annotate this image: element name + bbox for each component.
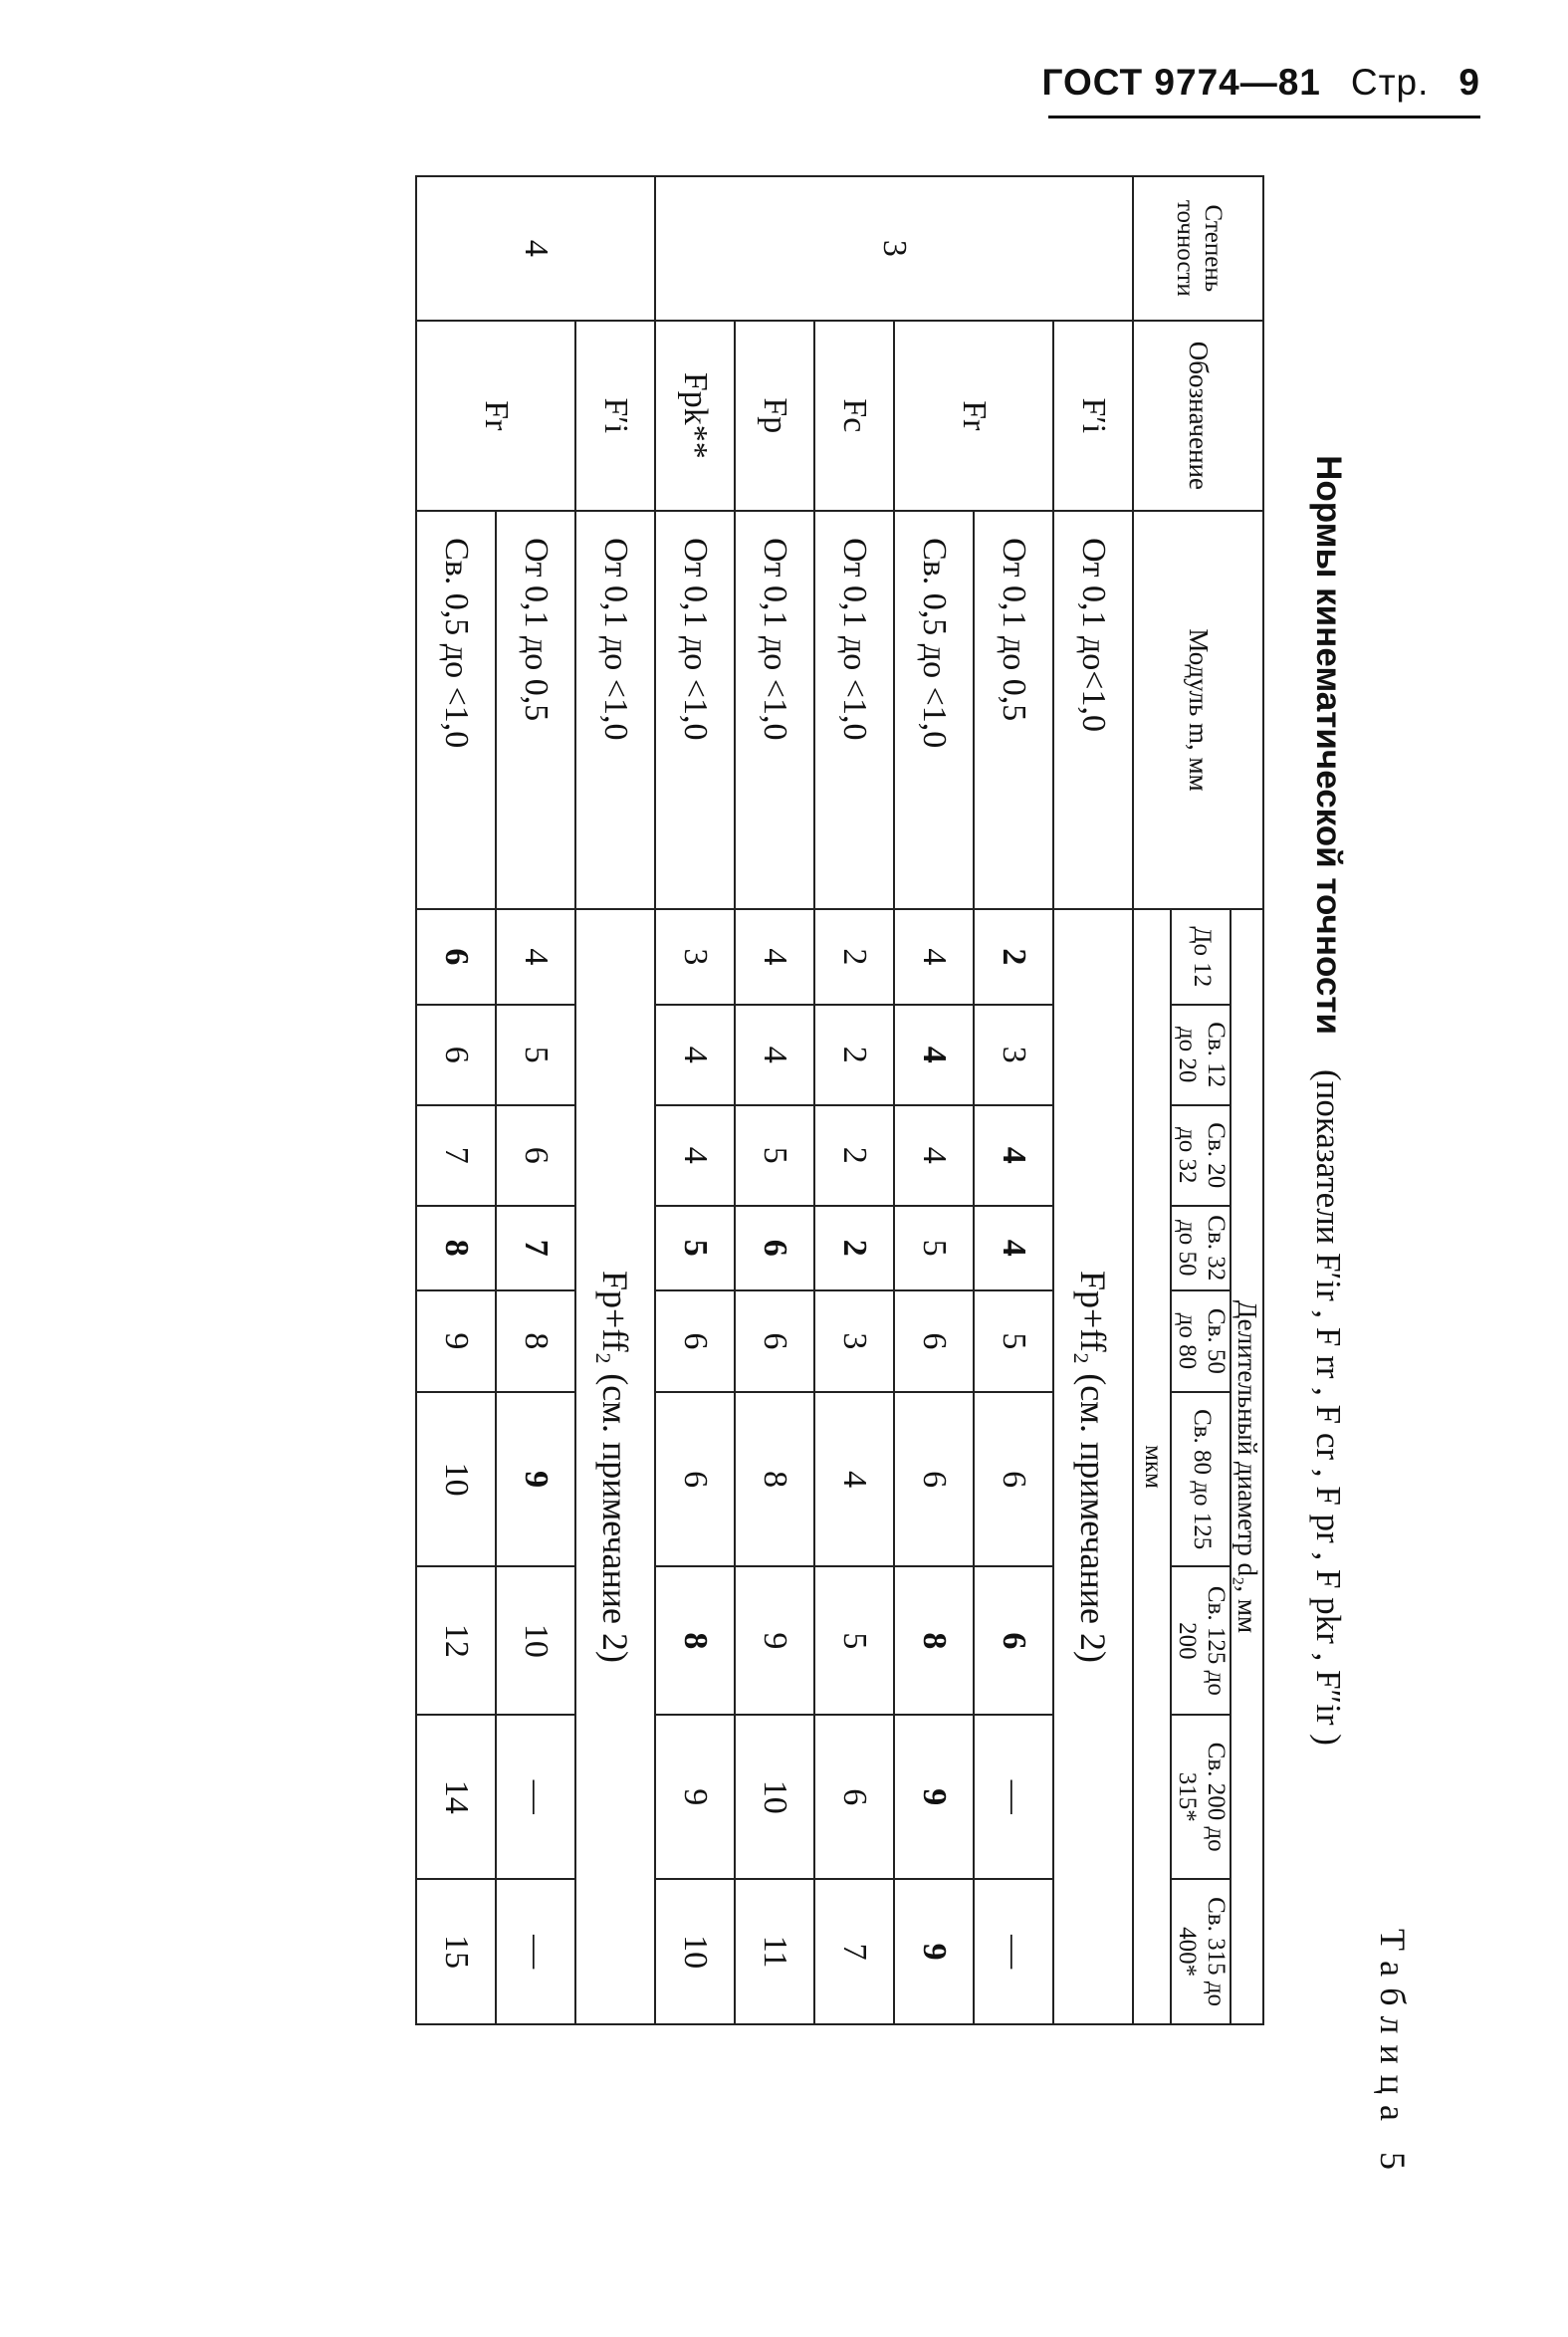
module-cell: От 0,1 до <1,0 — [814, 511, 894, 909]
header-range: Св. 80 до 125 — [1171, 1392, 1231, 1566]
designation-cell: Fr — [416, 321, 575, 511]
value-cell: — — [974, 1879, 1053, 2024]
value-cell: 6 — [814, 1715, 894, 1879]
value-cell: 10 — [655, 1879, 735, 2024]
value-cell: 4 — [814, 1392, 894, 1566]
header-diameter-group: Делительный диаметр d₂, мм — [1231, 909, 1263, 2024]
header-range: Св. 50 до 80 — [1171, 1290, 1231, 1392]
table-row — [1053, 176, 1133, 2024]
header-degree: Степень точности — [1133, 176, 1263, 321]
table-row — [575, 176, 655, 2024]
rotated-table-block — [169, 175, 1414, 2207]
page-header — [1041, 62, 1480, 104]
value-cell: 2 — [974, 909, 1053, 1005]
value-cell: 9 — [735, 1566, 814, 1715]
table-title-params: (показатели F′ir , F rr , F cr , F pr , F pkr , F″ir ) — [1309, 1069, 1348, 1746]
value-cell: 3 — [655, 909, 735, 1005]
header-range: Св. 200 до 315* — [1171, 1715, 1231, 1879]
standard-number: ГОСТ 9774—81 — [1041, 62, 1321, 103]
value-cell: 8 — [735, 1392, 814, 1566]
formula-cell: Fp+ff₂ (см. примечание 2) — [575, 909, 655, 2024]
value-cell: 6 — [735, 1206, 814, 1290]
table-row — [735, 176, 814, 2024]
accuracy-table — [415, 175, 1264, 2025]
value-cell: 5 — [735, 1105, 814, 1206]
value-cell: 10 — [496, 1566, 575, 1715]
header-module: Модуль m, мм — [1133, 511, 1263, 909]
value-cell: 6 — [974, 1566, 1053, 1715]
module-cell: От 0,1 до 0,5 — [496, 511, 575, 909]
designation-cell: F′i — [1053, 321, 1133, 511]
table-title-main: Нормы кинематической точности — [1309, 455, 1348, 1036]
designation-cell: Fpk** — [655, 321, 735, 511]
designation-cell: Fp — [735, 321, 814, 511]
value-cell: 11 — [735, 1879, 814, 2024]
value-cell: 4 — [894, 909, 974, 1005]
value-cell: 5 — [894, 1206, 974, 1290]
value-cell: 4 — [735, 1005, 814, 1105]
formula-cell: Fp+ff₂ (см. примечание 2) — [1053, 909, 1133, 2024]
value-cell: 6 — [496, 1105, 575, 1206]
value-cell: 8 — [894, 1566, 974, 1715]
header-range: Св. 12 до 20 — [1171, 1005, 1231, 1105]
module-cell: От 0,1 до <1,0 — [735, 511, 814, 909]
value-cell: 4 — [655, 1005, 735, 1105]
value-cell: 7 — [416, 1105, 496, 1206]
header-range: До 12 — [1171, 909, 1231, 1005]
value-cell: 6 — [894, 1392, 974, 1566]
module-cell: Св. 0,5 до <1,0 — [894, 511, 974, 909]
module-cell: От 0,1 до <1,0 — [575, 511, 655, 909]
value-cell: 9 — [894, 1879, 974, 2024]
value-cell: 6 — [416, 1005, 496, 1105]
table-row — [974, 176, 1053, 2024]
value-cell: 4 — [496, 909, 575, 1005]
value-cell: 7 — [496, 1206, 575, 1290]
value-cell: 2 — [814, 1005, 894, 1105]
header-range: Св. 125 до 200 — [1171, 1566, 1231, 1715]
value-cell: 2 — [814, 1105, 894, 1206]
header-underline — [1048, 116, 1480, 118]
table-row — [814, 176, 894, 2024]
table-row — [496, 176, 575, 2024]
page-number: 9 — [1458, 62, 1480, 103]
value-cell: 10 — [735, 1715, 814, 1879]
value-cell: 6 — [655, 1290, 735, 1392]
value-cell: — — [496, 1879, 575, 2024]
value-cell: 8 — [416, 1206, 496, 1290]
value-cell: 9 — [416, 1290, 496, 1392]
table-title — [1308, 175, 1348, 2025]
value-cell: 4 — [894, 1005, 974, 1105]
value-cell: 2 — [814, 1206, 894, 1290]
header-designation: Обозначение — [1133, 321, 1263, 511]
header-range: Св. 20 до 32 — [1171, 1105, 1231, 1206]
value-cell: 15 — [416, 1879, 496, 2024]
value-cell: 6 — [416, 909, 496, 1005]
value-cell: 5 — [814, 1566, 894, 1715]
value-cell: 9 — [894, 1715, 974, 1879]
value-cell: 10 — [416, 1392, 496, 1566]
header-range: Св. 315 до 400* — [1171, 1879, 1231, 2024]
degree-cell: 3 — [655, 176, 1133, 321]
value-cell: 5 — [496, 1005, 575, 1105]
value-cell: 4 — [655, 1105, 735, 1206]
value-cell: 8 — [496, 1290, 575, 1392]
value-cell: 6 — [655, 1392, 735, 1566]
degree-cell: 4 — [416, 176, 655, 321]
value-cell: 4 — [974, 1105, 1053, 1206]
value-cell: — — [974, 1715, 1053, 1879]
designation-cell: F′i — [575, 321, 655, 511]
table-label: Таблица 5 — [1373, 1929, 1413, 2181]
value-cell: 6 — [974, 1392, 1053, 1566]
module-cell: От 0,1 до 0,5 — [974, 511, 1053, 909]
value-cell: 6 — [735, 1290, 814, 1392]
value-cell: 9 — [655, 1715, 735, 1879]
value-cell: 4 — [894, 1105, 974, 1206]
value-cell: 4 — [735, 909, 814, 1005]
module-cell: От 0,1 до<1,0 — [1053, 511, 1133, 909]
table-row — [655, 176, 735, 2024]
value-cell: 7 — [814, 1879, 894, 2024]
value-cell: 8 — [655, 1566, 735, 1715]
value-cell: 14 — [416, 1715, 496, 1879]
module-cell: Св. 0,5 до <1,0 — [416, 511, 496, 909]
value-cell: — — [496, 1715, 575, 1879]
value-cell: 3 — [974, 1005, 1053, 1105]
designation-cell: Fr — [894, 321, 1053, 511]
value-cell: 4 — [974, 1206, 1053, 1290]
value-cell: 5 — [655, 1206, 735, 1290]
header-unit: мкм — [1133, 909, 1171, 2024]
module-cell: От 0,1 до <1,0 — [655, 511, 735, 909]
value-cell: 5 — [974, 1290, 1053, 1392]
designation-cell: Fc — [814, 321, 894, 511]
value-cell: 12 — [416, 1566, 496, 1715]
page-label: Стр. — [1350, 62, 1430, 103]
value-cell: 6 — [894, 1290, 974, 1392]
value-cell: 9 — [496, 1392, 575, 1566]
value-cell: 2 — [814, 909, 894, 1005]
value-cell: 3 — [814, 1290, 894, 1392]
header-range: Св. 32 до 50 — [1171, 1206, 1231, 1290]
